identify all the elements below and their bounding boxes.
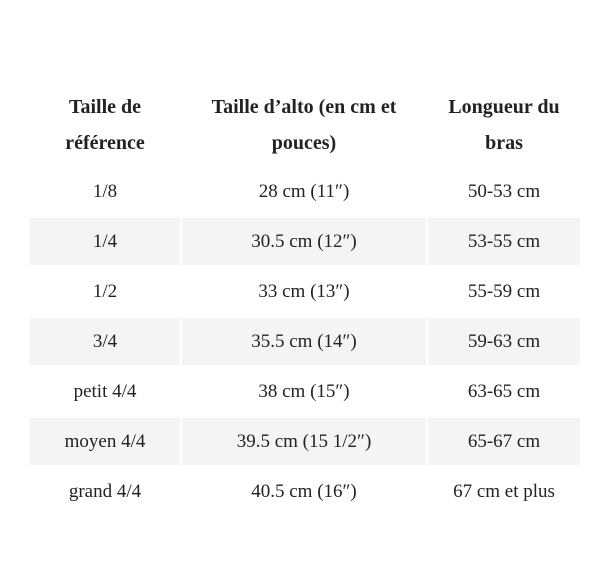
cell-viola-size: 30.5 cm (12″): [182, 218, 426, 265]
size-chart-table: [28, 82, 582, 518]
cell-reference-size: petit 4/4: [73, 380, 137, 402]
cell-viola-size: 28 cm (11″): [258, 180, 350, 202]
table-row: [30, 318, 580, 365]
table-row: [30, 468, 580, 515]
cell-arm-length: 59-63 cm: [428, 318, 580, 365]
table-body: [30, 168, 580, 515]
cell-arm-length: 65-67 cm: [428, 418, 580, 465]
cell-viola-size: 40.5 cm (16″): [251, 480, 357, 502]
cell-reference-size: grand 4/4: [68, 480, 142, 502]
header-row: [30, 85, 580, 165]
cell-arm-length: 63-65 cm: [467, 380, 541, 402]
table-row: [30, 168, 580, 215]
table-header: [30, 85, 580, 165]
cell-arm-length: 50-53 cm: [467, 180, 541, 202]
header-viola-size: Taille d’alto (en cm et pouces): [211, 96, 397, 154]
header-arm-length: Longueur du bras: [448, 96, 560, 154]
table-row: [30, 418, 580, 465]
table-row: [30, 368, 580, 415]
cell-arm-length: 55-59 cm: [467, 280, 541, 302]
cell-reference-size: 3/4: [30, 318, 180, 365]
cell-viola-size: 38 cm (15″): [258, 380, 350, 402]
cell-viola-size: 39.5 cm (15 1/2″): [182, 418, 426, 465]
cell-reference-size: 1/2: [92, 280, 118, 302]
cell-viola-size: 33 cm (13″): [258, 280, 350, 302]
cell-reference-size: 1/8: [92, 180, 118, 202]
cell-reference-size: moyen 4/4: [30, 418, 180, 465]
cell-viola-size: 35.5 cm (14″): [182, 318, 426, 365]
cell-arm-length: 67 cm et plus: [453, 480, 555, 502]
cell-arm-length: 53-55 cm: [428, 218, 580, 265]
table-row: [30, 218, 580, 265]
header-reference-size: Taille de référence: [65, 96, 145, 154]
cell-reference-size: 1/4: [30, 218, 180, 265]
table-row: [30, 268, 580, 315]
